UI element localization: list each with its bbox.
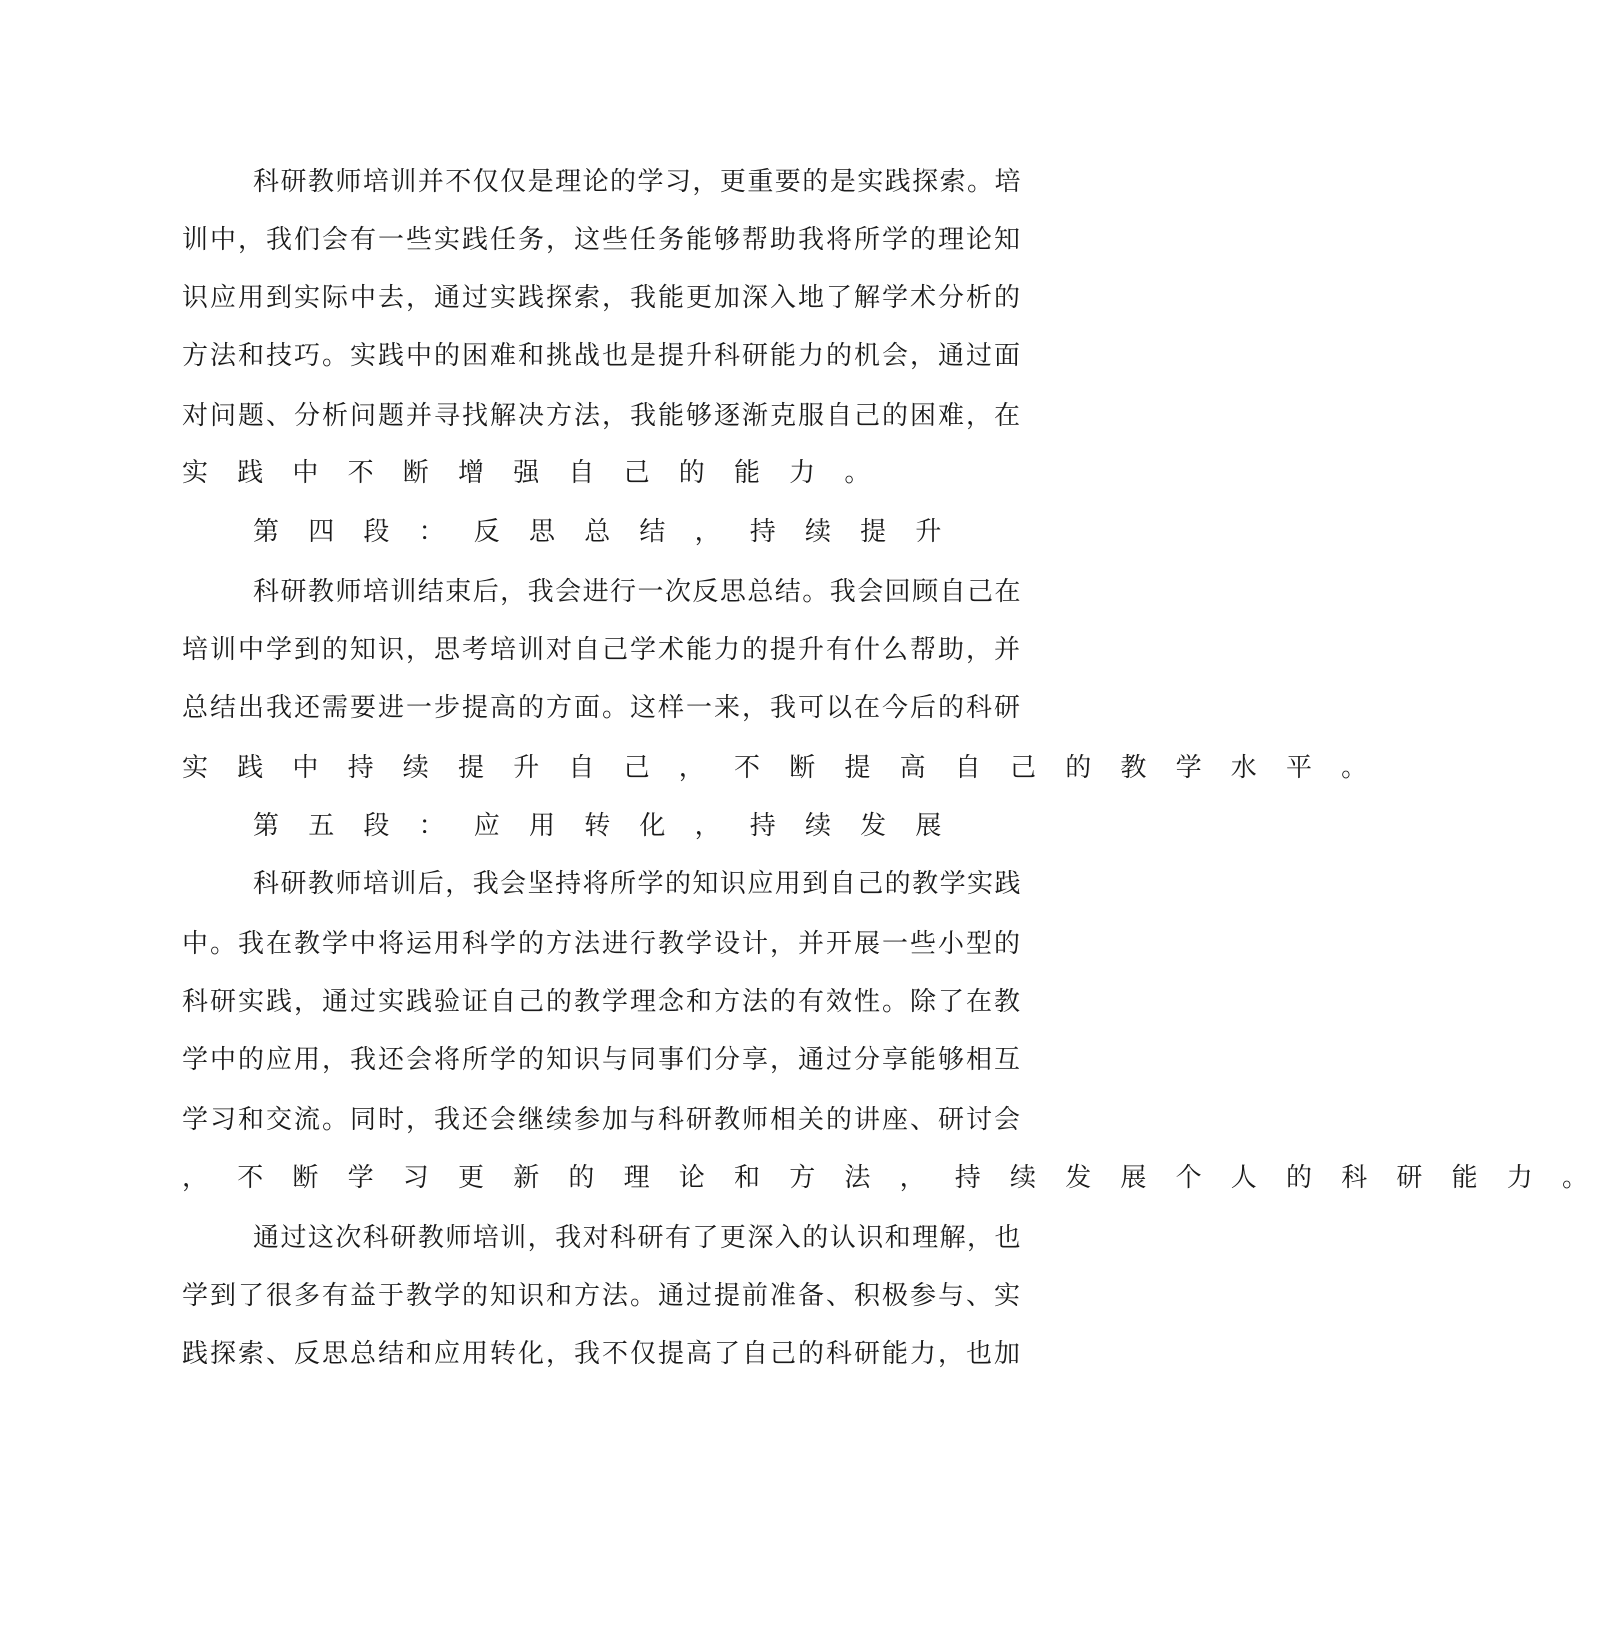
text-line: 实践中持续提升自己，不断提高自己的教学水平。 (182, 753, 1397, 783)
text-line: 通过这次科研教师培训，我对科研有了更深入的认识和理解，也 (253, 1223, 1022, 1253)
text-line: 培训中学到的知识，思考培训对自己学术能力的提升有什么帮助，并 (182, 635, 1022, 665)
text-line: 践探索、反思总结和应用转化，我不仅提高了自己的科研能力，也加 (182, 1339, 1022, 1369)
text-line: 方法和技巧。实践中的困难和挑战也是提升科研能力的机会，通过面 (182, 341, 1022, 371)
text-line: 学中的应用，我还会将所学的知识与同事们分享，通过分享能够相互 (182, 1045, 1022, 1075)
section-heading: 第四段：反思总结，持续提升 (253, 517, 971, 547)
text-line: 科研教师培训结束后，我会进行一次反思总结。我会回顾自己在 (253, 577, 1022, 607)
text-line: 总结出我还需要进一步提高的方面。这样一来，我可以在今后的科研 (182, 693, 1022, 723)
text-line: 中。我在教学中将运用科学的方法进行教学设计，并开展一些小型的 (182, 929, 1022, 959)
text-line: 科研实践，通过实践验证自己的教学理念和方法的有效性。除了在教 (182, 987, 1022, 1017)
text-line: ，不断学习更新的理论和方法，持续发展个人的科研能力。 (182, 1163, 1617, 1193)
text-line: 学习和交流。同时，我还会继续参加与科研教师相关的讲座、研讨会 (182, 1105, 1022, 1135)
text-line: 训中，我们会有一些实践任务，这些任务能够帮助我将所学的理论知 (182, 225, 1022, 255)
section-heading: 第五段：应用转化，持续发展 (253, 811, 971, 841)
text-line: 科研教师培训后，我会坚持将所学的知识应用到自己的教学实践 (253, 869, 1022, 899)
text-line: 科研教师培训并不仅仅是理论的学习，更重要的是实践探索。培 (253, 167, 1022, 197)
text-line: 识应用到实际中去，通过实践探索，我能更加深入地了解学术分析的 (182, 283, 1022, 313)
text-line: 学到了很多有益于教学的知识和方法。通过提前准备、积极参与、实 (182, 1281, 1022, 1311)
text-line: 实践中不断增强自己的能力。 (182, 458, 900, 488)
text-line: 对问题、分析问题并寻找解决方法，我能够逐渐克服自己的困难，在 (182, 401, 1022, 431)
